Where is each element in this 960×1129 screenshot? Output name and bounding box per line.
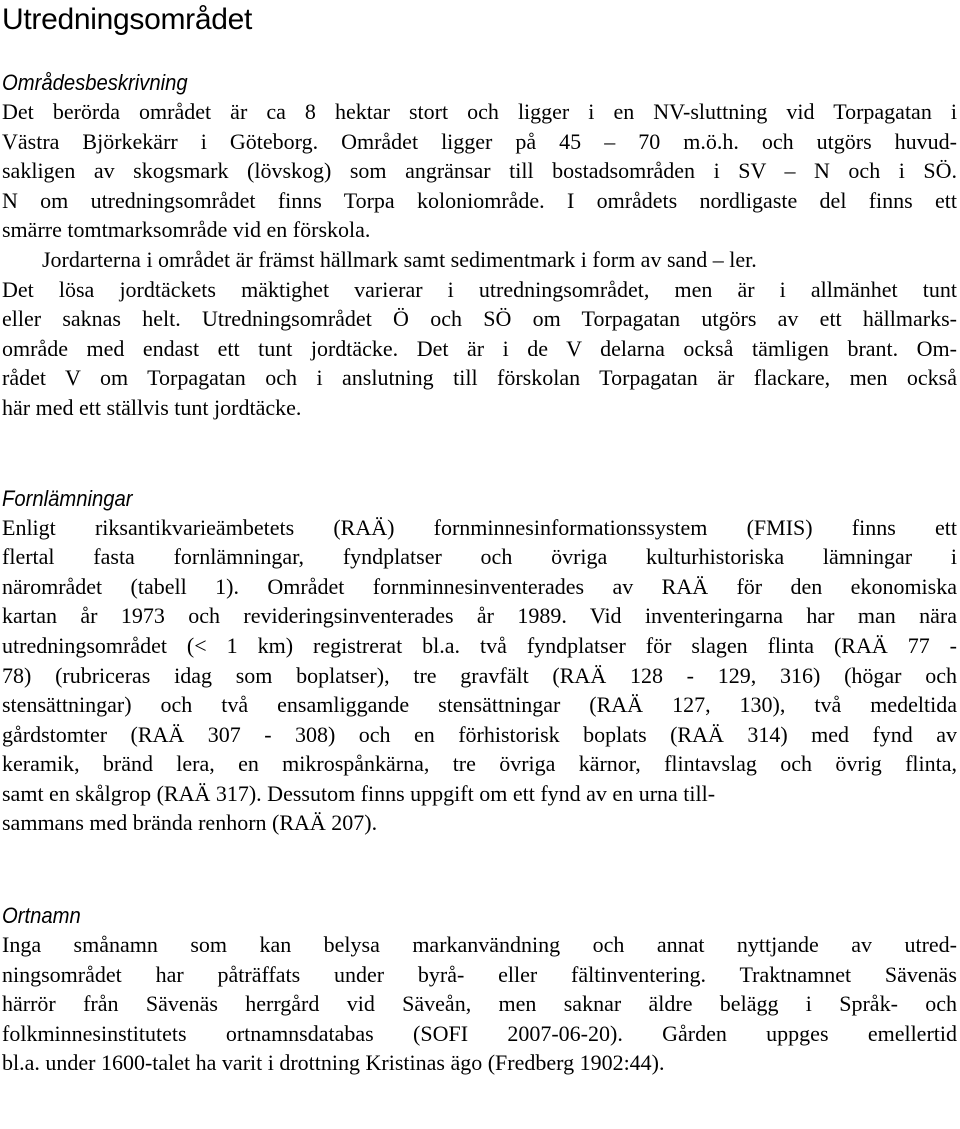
- section-heading-omradesbeskrivning: Områdesbeskrivning: [2, 70, 188, 95]
- text-line: stensättningar) och två ensamliggande stensättningar (RAÄ 127, 130), två medeltida: [2, 692, 957, 718]
- text-line: Enligt riksantikvarieämbetets (RAÄ) fornminnesinformationssystem (FMIS) finns ett: [2, 514, 957, 540]
- text-line: bl.a. under 1600-talet ha varit i drottning Kristinas ägo (Fredberg 1902:44).: [2, 1050, 665, 1076]
- text-line: samt en skålgrop (RAÄ 317). Dessutom finns uppgift om ett fynd av en urna till-: [2, 780, 716, 806]
- text-line: Det berörda området är ca 8 hektar stort och ligger i en NV-sluttning vid Torpagatan i: [2, 99, 957, 124]
- document-page: [2, 0, 957, 1078]
- text-line: Jordarterna i området är främst hällmark samt sedimentmark i form av sand – ler.: [42, 246, 757, 272]
- text-line: sakligen av skogsmark (lövskog) som angränsar till bostadsområden i SV – N och i SÖ.: [2, 158, 957, 184]
- text-line: keramik, bränd lera, en mikrospånkärna, tre övriga kärnor, flintavslag och övrig flinta,: [2, 751, 957, 777]
- page-title: Utredningsområdet: [2, 3, 253, 36]
- text-line: sammans med brända renhorn (RAÄ 207).: [2, 810, 378, 836]
- text-line: eller saknas helt. Utredningsområdet Ö och SÖ om Torpagatan utgörs av ett hällmarks-: [2, 306, 957, 332]
- text-line: närområdet (tabell 1). Området fornminnesinventerades av RAÄ för den ekonomiska: [2, 573, 957, 599]
- text-line: härrör från Sävenäs herrgård vid Säveån, men saknar äldre belägg i Språk- och: [2, 991, 957, 1017]
- text-line: Det lösa jordtäckets mäktighet varierar i utredningsområdet, men är i allmänhet tunt: [2, 276, 957, 302]
- text-line: område med endast ett tunt jordtäcke. Det är i de V delarna också tämligen brant. Om-: [2, 335, 957, 361]
- section-body-ortnamn: [2, 930, 957, 1078]
- text-line: ningsområdet har påträffats under byrå- eller fältinventering. Traktnamnet Sävenäs: [2, 961, 957, 987]
- text-line: 78) (rubriceras idag som boplatser), tre gravfält (RAÄ 128 - 129, 316) (högar och: [2, 662, 957, 688]
- section-heading-ortnamn: Ortnamn: [2, 903, 81, 929]
- section-heading-fornlamningar: Fornlämningar: [2, 485, 133, 511]
- text-line: Västra Björkekärr i Göteborg. Området ligger på 45 – 70 m.ö.h. och utgörs huvud-: [2, 128, 957, 154]
- text-line: gårdstomter (RAÄ 307 - 308) och en förhistorisk boplats (RAÄ 314) med fynd av: [2, 721, 957, 747]
- text-line: smärre tomtmarksområde vid en förskola.: [2, 217, 371, 243]
- text-line: flertal fasta fornlämningar, fyndplatser och övriga kulturhistoriska lämningar i: [2, 544, 957, 570]
- text-line: N om utredningsområdet finns Torpa koloniområde. I områdets nordligaste del finns ett: [2, 187, 957, 213]
- text-line: här med ett ställvis tunt jordtäcke.: [2, 394, 302, 420]
- text-line: utredningsområdet (< 1 km) registrerat bl.a. två fyndplatser för slagen flinta (RAÄ 77 -: [2, 632, 957, 658]
- section-body-fornlamningar: [2, 513, 957, 839]
- text-line: folkminnesinstitutets ortnamnsdatabas (SOFI 2007-06-20). Gården uppges emellertid: [2, 1020, 957, 1046]
- text-line: Inga smånamn som kan belysa markanvändning och annat nyttjande av utred-: [2, 932, 957, 958]
- text-line: rådet V om Torpagatan och i anslutning till förskolan Torpagatan är flackare, men också: [2, 365, 957, 391]
- section-body-omradesbeskrivning: [2, 97, 957, 423]
- text-line: kartan år 1973 och revideringsinventerades år 1989. Vid inventeringarna har man nära: [2, 603, 957, 629]
